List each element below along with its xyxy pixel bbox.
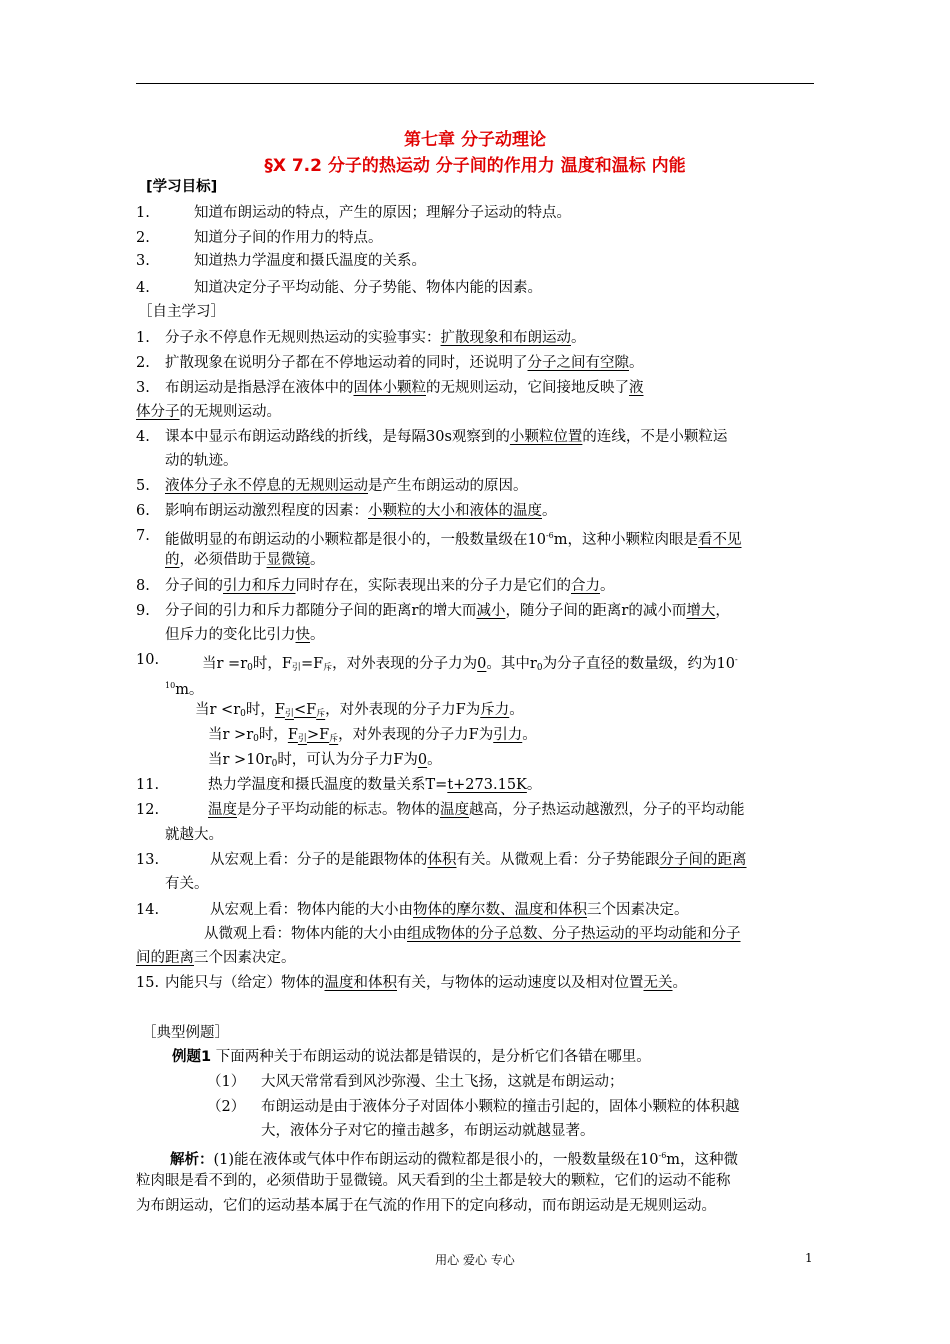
study-item-14-b-cont: 间的距离三个因素决定。 <box>136 950 296 966</box>
example-option-1: （1） 大风天常常看到风沙弥漫、尘土飞扬，这就是布朗运动； <box>207 1074 624 1090</box>
solution: 解析：(1)能在液体或气体中作布朗运动的微粒都是很小的，一般数量级在$10^{-6}m$，这种微 <box>170 1151 739 1168</box>
example-1: 例题1 下面两种关于布朗运动的说法都是错误的，是分析它们各错在哪里。 <box>172 1049 651 1065</box>
study-item-14: 14. 从宏观上看：物体内能的大小由物体的摩尔数、温度和体积三个因素决定。 <box>136 902 689 918</box>
study-item-13: 13. 从宏观上看：分子的是能跟物体的体积有关。从微观上看：分子势能跟分子间的距离 <box>136 852 747 868</box>
study-item-14-b: 从微观上看：物体内能的大小由组成物体的分子总数、分子热运动的平均动能和分子 <box>204 926 741 942</box>
objectives-heading: [学习目标] <box>146 179 218 195</box>
objective-item: 4. 知道决定分子平均动能、分子势能、物体内能的因素。 <box>136 280 542 296</box>
page-footer: 用心 爱心 专心 <box>435 1253 515 1267</box>
examples-heading: ［典型例题］ <box>142 1025 229 1041</box>
study-item-4-cont: 动的轨迹。 <box>165 453 238 469</box>
study-item-10-b: 当$r <r_0$时，$F_引<F_斥$，对外表现的分子力F为斥力。 <box>195 702 524 719</box>
study-item-3: 3. 布朗运动是指悬浮在液体中的固体小颗粒的无规则运动，它间接地反映了液 <box>136 380 644 396</box>
study-item-9: 9. 分子间的引力和斥力都随分子间的距离r的增大而减小，随分子间的距离r的减小而增大， <box>136 603 730 619</box>
study-item-4: 4. 课本中显示布朗运动路线的折线，是每隔30s观察到的小颗粒位置的连线，不是小颗粒运 <box>136 429 728 445</box>
study-item-10-cont: $^{10}$m。 <box>165 681 204 698</box>
study-item-8: 8. 分子间的引力和斥力同时存在，实际表现出来的分子力是它们的合力。 <box>136 578 615 594</box>
study-item-12-cont: 就越大。 <box>165 827 223 843</box>
study-item-13-cont: 有关。 <box>165 876 209 892</box>
chapter-title: 第七章 分子动理论 <box>404 130 546 150</box>
study-item-10-c: 当$r >r_0$时，$F_引>F_斥$，对外表现的分子力F为引力。 <box>208 727 537 744</box>
study-item-7: 7. 能做明显的布朗运动的小颗粒都是很小的，一般数量级在$10^{-6}m$，这种小颗粒肉眼是看不见 <box>136 528 742 548</box>
study-item-7-cont: 的，必须借助于显微镜。 <box>165 552 325 568</box>
objective-item: 3. 知道热力学温度和摄氏温度的关系。 <box>136 253 426 269</box>
example-option-2: （2） 布朗运动是由于液体分子对固体小颗粒的撞击引起的，固体小颗粒的体积越 <box>207 1099 740 1115</box>
page-number: 1 <box>805 1251 813 1265</box>
study-item-2: 2. 扩散现象在说明分子都在不停地运动着的同时，还说明了分子之间有空隙。 <box>136 355 644 371</box>
study-item-3-cont: 体分子的无规则运动。 <box>136 404 281 420</box>
study-item-10: 10. 当$r =r_0$时，$F_引=F_斥$，对外表现的分子力为0。其中$r_0$为分子直径的数量级，约为10- <box>136 652 738 673</box>
study-item-15: 15. 内能只与（给定）物体的温度和体积有关，与物体的运动速度以及相对位置无关。 <box>136 975 687 991</box>
study-item-12: 12. 温度是分子平均动能的标志。物体的温度越高，分子热运动越激烈，分子的平均动能 <box>136 802 745 818</box>
self-study-heading: ［自主学习］ <box>138 304 225 320</box>
study-item-5: 5. 液体分子永不停息的无规则运动是产生布朗运动的原因。 <box>136 478 528 494</box>
example-option-2-cont: 大，液体分子对它的撞击越多，布朗运动就越显著。 <box>261 1123 595 1139</box>
study-item-6: 6. 影响布朗运动激烈程度的因素：小颗粒的大小和液体的温度。 <box>136 503 557 519</box>
solution-line-2: 粒肉眼是看不到的，必须借助于显微镜。风天看到的尘土都是较大的颗粒，它们的运动不能称 <box>136 1173 731 1189</box>
study-item-9-cont: 但斥力的变化比引力快。 <box>165 627 325 643</box>
solution-line-3: 为布朗运动，它们的运动基本属于在气流的作用下的定向移动，而布朗运动是无规则运动。 <box>136 1198 716 1214</box>
objective-item: 2. 知道分子间的作用力的特点。 <box>136 230 383 246</box>
section-title: §X 7.2 分子的热运动 分子间的作用力 温度和温标 内能 <box>264 156 686 176</box>
study-item-10-d: 当$r >10r_0$时，可认为分子力F为0。 <box>208 752 442 769</box>
header-rule <box>136 83 814 84</box>
study-item-11: 11. 热力学温度和摄氏温度的数量关系T=t+273.15K。 <box>136 777 542 793</box>
study-item-1: 1. 分子永不停息作无规则热运动的实验事实：扩散现象和布朗运动。 <box>136 330 586 346</box>
objective-item: 1. 知道布朗运动的特点，产生的原因；理解分子运动的特点。 <box>136 205 571 221</box>
